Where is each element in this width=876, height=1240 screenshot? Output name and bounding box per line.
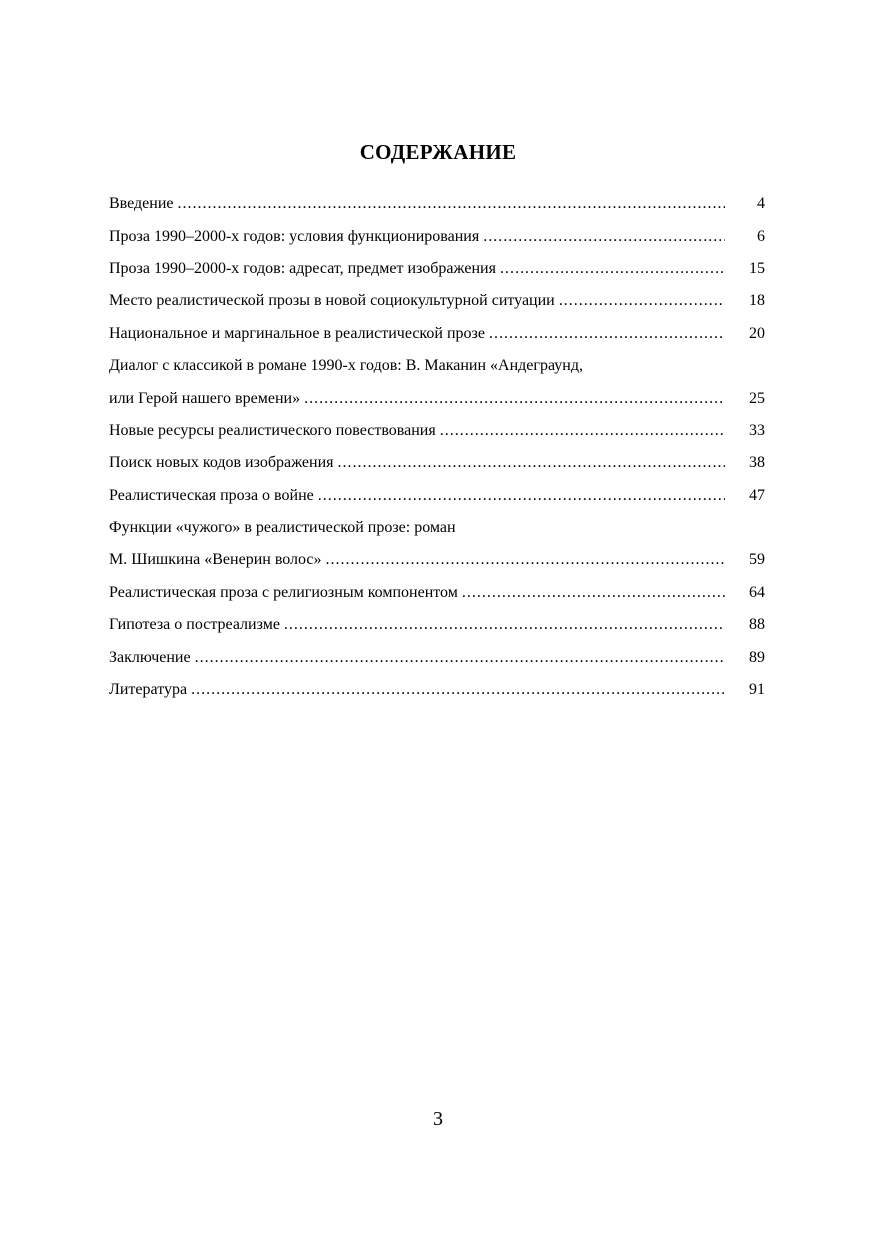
toc-entry-title bbox=[109, 423, 725, 439]
toc-entry-text: Проза 1990–2000-х годов: условия функционирования bbox=[109, 228, 480, 245]
toc-entry-text: Функции «чужого» в реалистической прозе: роман bbox=[109, 520, 456, 537]
toc-entry-text: Место реалистической прозы в новой социокультурной ситуации bbox=[109, 293, 555, 310]
toc-entry-page: 59 bbox=[749, 551, 765, 569]
toc-entry-page: 33 bbox=[749, 421, 765, 439]
toc-entry-title bbox=[109, 488, 725, 504]
dot-leader bbox=[489, 326, 725, 342]
toc-entry-text: Заключение bbox=[109, 649, 191, 666]
toc-entry[interactable] bbox=[109, 544, 765, 576]
toc-entry[interactable] bbox=[109, 674, 765, 706]
dot-leader bbox=[191, 682, 725, 698]
toc-entry-text: Реалистическая проза с религиозным компонентом bbox=[109, 584, 458, 601]
toc-entry-title bbox=[109, 358, 725, 374]
toc-entry-title bbox=[109, 293, 725, 309]
toc-entry-title bbox=[109, 520, 725, 536]
toc-entry-text: Введение bbox=[109, 196, 174, 213]
toc-entry-title bbox=[109, 682, 725, 698]
toc-entry-page: 91 bbox=[749, 681, 765, 699]
toc-entry-text: Литература bbox=[109, 682, 188, 699]
toc-entry-text: М. Шишкина «Венерин волос» bbox=[109, 552, 322, 569]
toc-entry-title bbox=[109, 196, 725, 212]
toc-entry-text: Реалистическая проза о войне bbox=[109, 487, 314, 504]
toc-entry[interactable] bbox=[109, 382, 765, 414]
toc-entry-text: Поиск новых кодов изображения bbox=[109, 455, 334, 472]
toc-entry[interactable] bbox=[109, 253, 765, 285]
toc-entry[interactable] bbox=[109, 577, 765, 609]
dot-leader bbox=[304, 391, 725, 407]
toc-entry[interactable] bbox=[109, 447, 765, 479]
toc-entry-page: 18 bbox=[749, 292, 765, 310]
toc-entry-text: Диалог с классикой в романе 1990-х годов: В. Маканин «Андеграунд, bbox=[109, 358, 583, 375]
toc-entry-title bbox=[109, 650, 725, 666]
toc-entry-text: Гипотеза о постреализме bbox=[109, 617, 280, 634]
toc-entry-introduction[interactable] bbox=[109, 188, 765, 220]
toc-entry-title bbox=[109, 617, 725, 633]
dot-leader bbox=[462, 585, 725, 601]
toc-entry[interactable] bbox=[109, 415, 765, 447]
toc-entry-page: 25 bbox=[749, 389, 765, 407]
page-number: 3 bbox=[433, 1108, 443, 1130]
dot-leader bbox=[559, 293, 725, 309]
toc-entry-continued-line[interactable] bbox=[109, 350, 765, 382]
dot-leader bbox=[178, 196, 726, 212]
dot-leader bbox=[338, 455, 725, 471]
dot-leader bbox=[284, 617, 725, 633]
toc-entry[interactable] bbox=[109, 318, 765, 350]
toc-entry[interactable] bbox=[109, 220, 765, 252]
toc-entry-page: 64 bbox=[749, 583, 765, 601]
toc-entry[interactable] bbox=[109, 641, 765, 673]
toc-entry-page: 4 bbox=[757, 195, 765, 213]
toc-entry-continued-line[interactable] bbox=[109, 512, 765, 544]
dot-leader bbox=[326, 552, 725, 568]
toc-entry-text: Национальное и маргинальное в реалистической прозе bbox=[109, 325, 485, 342]
dot-leader bbox=[195, 650, 725, 666]
toc-entry-title bbox=[109, 261, 725, 277]
dot-leader bbox=[483, 229, 725, 245]
toc-entry-page: 89 bbox=[749, 648, 765, 666]
dot-leader bbox=[500, 261, 725, 277]
toc-entry[interactable] bbox=[109, 480, 765, 512]
toc-entry-page: 6 bbox=[757, 227, 765, 245]
table-of-contents bbox=[109, 188, 765, 706]
toc-entry-title bbox=[109, 391, 725, 407]
toc-entry-title bbox=[109, 585, 725, 601]
toc-entry-page: 15 bbox=[749, 259, 765, 277]
toc-entry-title bbox=[109, 552, 725, 568]
toc-entry-text: Проза 1990–2000-х годов: адресат, предмет изображения bbox=[109, 260, 496, 277]
toc-entry-page: 38 bbox=[749, 454, 765, 472]
toc-entry-text: или Герой нашего времени» bbox=[109, 390, 301, 407]
toc-entry-page: 88 bbox=[749, 616, 765, 634]
toc-entry-text: Новые ресурсы реалистического повествования bbox=[109, 422, 436, 439]
toc-entry[interactable] bbox=[109, 285, 765, 317]
toc-entry-title bbox=[109, 229, 725, 245]
dot-leader bbox=[440, 423, 725, 439]
dot-leader bbox=[318, 488, 725, 504]
toc-entry-page: 47 bbox=[749, 486, 765, 504]
toc-entry[interactable] bbox=[109, 609, 765, 641]
toc-entry-title bbox=[109, 326, 725, 342]
toc-entry-title bbox=[109, 455, 725, 471]
page-title: СОДЕРЖАНИЕ bbox=[359, 140, 517, 164]
toc-entry-page: 20 bbox=[749, 324, 765, 342]
